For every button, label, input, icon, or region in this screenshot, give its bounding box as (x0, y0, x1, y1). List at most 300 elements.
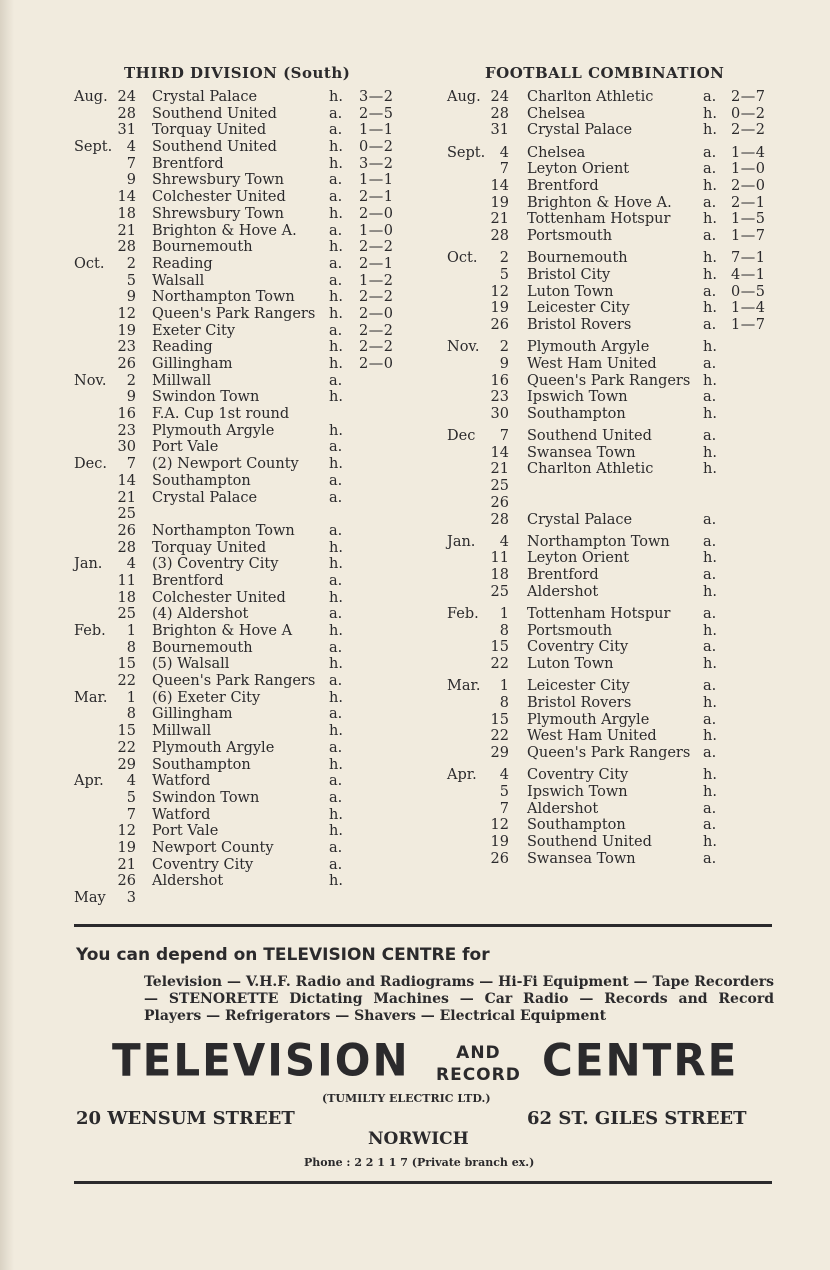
fixture-venue: h. (703, 833, 717, 850)
fixture-venue: h. (329, 723, 343, 740)
fixture-opponent: (6) Exeter City (152, 689, 261, 706)
fixture-venue: h. (703, 444, 717, 461)
fixture-venue: a. (703, 316, 717, 333)
fixture-opponent: Leyton Orient (527, 550, 630, 567)
fixture-day: 29 (117, 756, 136, 773)
fixture-venue: a. (703, 850, 717, 867)
fixture-opponent: Southend United (527, 428, 652, 445)
fixture-row (74, 823, 414, 840)
fixture-day: 19 (490, 194, 509, 211)
fixture-row (74, 706, 414, 723)
fixture-day: 25 (490, 478, 509, 495)
fixture-day: 26 (490, 494, 509, 511)
fixture-score: 0—2 (731, 105, 766, 122)
fixture-opponent: Port Vale (152, 439, 219, 456)
fixture-venue: a. (703, 355, 717, 372)
fixture-month: Dec (447, 428, 476, 445)
fixture-row (74, 723, 414, 740)
fixture-row (447, 267, 787, 284)
fixture-opponent: Crystal Palace (527, 122, 633, 139)
fixture-day: 22 (490, 656, 509, 672)
brand-and: AND (456, 1043, 501, 1063)
fixture-opponent: Exeter City (152, 322, 236, 339)
fixture-day: 14 (490, 177, 509, 194)
third-division-fixtures (74, 89, 414, 907)
fixture-row (447, 406, 787, 423)
fixture-month: Oct. (74, 255, 105, 272)
fixture-row (447, 728, 787, 745)
fixture-month: Dec. (74, 456, 107, 473)
fixture-score: 1—7 (731, 316, 766, 333)
fixture-score: 1—4 (731, 144, 766, 161)
fixture-day: 23 (117, 339, 136, 356)
fixture-venue: a. (329, 572, 343, 589)
fixture-opponent: Portsmouth (527, 228, 613, 244)
fixture-opponent: Leicester City (527, 300, 630, 317)
fixture-opponent: Leicester City (527, 678, 630, 695)
fixture-day: 11 (117, 572, 136, 589)
third-division-heading: THIRD DIVISION (South) (124, 64, 351, 82)
fixture-day: 15 (117, 656, 136, 673)
fixture-day: 22 (117, 739, 136, 756)
fixture-day: 1 (126, 689, 136, 706)
ad-products: Television — V.H.F. Radio and Radiograms — Hi-Fi Equipment — Tape Recorders — STENORETTE Dictating Machines — Car Radio — Records and Record Players — Refrigerators — Shavers — Electrical Equipment (144, 974, 774, 1024)
fixture-opponent: Swansea Town (527, 850, 636, 867)
fixture-venue: a. (703, 283, 717, 300)
fixture-opponent: Southampton (152, 472, 251, 489)
fixture-day: 21 (117, 489, 136, 506)
fixture-day: 7 (126, 806, 136, 823)
fixture-venue: a. (703, 744, 717, 761)
fixture-venue: a. (703, 711, 717, 728)
fixture-venue: h. (703, 266, 717, 283)
fixture-opponent: Southend United (527, 833, 652, 850)
fixture-row (447, 300, 787, 317)
fixture-day: 24 (490, 89, 509, 105)
fixture-day: 23 (490, 389, 509, 406)
fixture-row (74, 490, 414, 507)
brand-record: RECORD (436, 1065, 521, 1085)
fixture-day: 21 (117, 222, 136, 239)
fixture-row (447, 784, 787, 801)
fixture-day: 8 (499, 694, 509, 711)
fixture-venue: a. (703, 511, 717, 528)
fixture-venue: h. (329, 539, 343, 556)
fixture-day: 19 (117, 839, 136, 856)
fixture-venue: a. (703, 144, 717, 161)
fixture-opponent: Brentford (527, 567, 599, 584)
fixture-venue: a. (329, 706, 343, 723)
fixture-month: Apr. (447, 767, 477, 784)
fixture-score: 7—1 (731, 250, 766, 267)
fixture-day: 21 (117, 856, 136, 873)
fixture-score: 2—0 (359, 305, 394, 322)
fixture-month: Oct. (447, 250, 478, 267)
fixture-month: Mar. (74, 689, 108, 706)
town: NORWICH (368, 1129, 469, 1149)
fixture-venue: a. (329, 639, 343, 656)
fixture-venue: a. (329, 272, 343, 289)
fixture-opponent: Aldershot (527, 583, 599, 600)
fixture-opponent: Gillingham (152, 356, 233, 372)
fixture-opponent: Queen's Park Rangers (527, 744, 691, 761)
fixture-row (74, 523, 414, 540)
fixture-day: 12 (490, 283, 509, 300)
fixture-opponent: Chelsea (527, 105, 586, 122)
fixture-venue: h. (329, 806, 343, 823)
fixture-opponent: Swindon Town (152, 789, 260, 806)
fixture-venue: h. (703, 250, 717, 267)
fixture-venue: h. (329, 823, 343, 840)
fixture-score: 3—2 (359, 89, 394, 105)
fixture-row (74, 757, 414, 774)
fixture-venue: h. (329, 422, 343, 439)
fixture-row (447, 161, 787, 178)
fixture-venue: h. (329, 756, 343, 773)
fixture-row (74, 339, 414, 356)
fixture-score: 2—2 (731, 122, 766, 139)
fixture-row (74, 556, 414, 573)
fixture-opponent: Plymouth Argyle (527, 339, 650, 356)
fixture-opponent: Crystal Palace (527, 511, 633, 528)
fixture-opponent: Shrewsbury Town (152, 205, 285, 222)
fixture-venue: a. (329, 856, 343, 873)
fixture-row (74, 273, 414, 290)
fixture-day: 9 (126, 172, 136, 189)
fixture-venue: h. (703, 339, 717, 356)
fixture-day: 26 (117, 356, 136, 372)
brand-centre: CENTRE (542, 1034, 739, 1087)
fixture-opponent: Charlton Athletic (527, 89, 654, 105)
fixture-row (74, 506, 414, 523)
fixture-row (74, 256, 414, 273)
fixture-venue: h. (703, 211, 717, 228)
football-combination-fixtures (447, 89, 787, 867)
fixture-opponent: Swansea Town (527, 444, 636, 461)
company-name: (TUMILTY ELECTRIC LTD.) (322, 1092, 491, 1105)
fixture-venue: a. (703, 605, 717, 622)
fixture-opponent: Southampton (152, 756, 251, 773)
fixture-row (447, 851, 787, 868)
fixture-venue: h. (329, 89, 343, 105)
fixture-month: Jan. (74, 556, 103, 573)
fixture-venue: h. (703, 405, 717, 422)
fixture-row (447, 106, 787, 123)
fixture-opponent: Leyton Orient (527, 161, 630, 178)
fixture-month: Nov. (447, 339, 480, 356)
fixture-day: 19 (490, 833, 509, 850)
fixture-row (447, 534, 787, 551)
fixture-day: 5 (126, 789, 136, 806)
fixture-row (74, 406, 414, 423)
fixture-score: 2—2 (359, 339, 394, 356)
fixture-venue: h. (703, 783, 717, 800)
fixture-month: Nov. (74, 372, 107, 389)
fixture-opponent: Southend United (152, 105, 277, 122)
fixture-day: 21 (490, 461, 509, 478)
fixture-row (447, 639, 787, 656)
fixture-day: 9 (126, 289, 136, 306)
fixture-venue: a. (703, 389, 717, 406)
fixture-row (447, 284, 787, 301)
fixture-day: 26 (490, 850, 509, 867)
fixture-row (447, 122, 787, 139)
fixture-day: 14 (490, 444, 509, 461)
fixture-venue: h. (329, 289, 343, 306)
fixture-opponent: Millwall (152, 723, 212, 740)
fixture-row (74, 89, 414, 106)
fixture-row (74, 890, 414, 907)
fixture-opponent: Walsall (152, 272, 205, 289)
fixture-opponent: Plymouth Argyle (527, 711, 650, 728)
fixture-opponent: Millwall (152, 372, 212, 389)
fixture-score: 0—5 (731, 283, 766, 300)
fixture-row (447, 834, 787, 851)
fixture-opponent: Ipswich Town (527, 389, 628, 406)
fixture-day: 25 (490, 583, 509, 600)
fixture-opponent: Gillingham (152, 706, 233, 723)
fixture-opponent: F.A. Cup 1st round (152, 406, 290, 423)
fixture-row (74, 139, 414, 156)
fixture-venue: a. (329, 739, 343, 756)
fixture-row (74, 356, 414, 373)
divider-rule-top (74, 924, 772, 927)
fixture-row (447, 606, 787, 623)
fixture-opponent: Watford (152, 806, 211, 823)
fixture-day: 22 (490, 728, 509, 745)
fixture-opponent: Brentford (527, 177, 599, 194)
fixture-row (447, 461, 787, 478)
fixture-row (74, 606, 414, 623)
fixture-day: 31 (490, 122, 509, 139)
fixture-day: 26 (117, 522, 136, 539)
fixture-row (447, 550, 787, 567)
fixture-venue: a. (329, 322, 343, 339)
fixture-opponent: Southampton (527, 817, 626, 834)
fixture-opponent: Bristol City (527, 266, 611, 283)
fixture-venue: a. (329, 522, 343, 539)
fixture-row (74, 540, 414, 557)
fixture-row (447, 495, 787, 512)
fixture-opponent: Bristol Rovers (527, 694, 632, 711)
fixture-row (447, 211, 787, 228)
fixture-row (447, 512, 787, 529)
fixture-venue: h. (329, 589, 343, 606)
fixture-day: 22 (117, 673, 136, 690)
fixture-opponent: Colchester United (152, 189, 286, 206)
fixture-day: 21 (490, 211, 509, 228)
fixture-venue: a. (329, 789, 343, 806)
fixture-row (447, 89, 787, 106)
fixture-opponent: Portsmouth (527, 622, 613, 639)
fixture-day: 23 (117, 422, 136, 439)
fixture-row (74, 239, 414, 256)
fixture-day: 12 (117, 823, 136, 840)
fixture-day: 16 (117, 406, 136, 423)
fixture-row (74, 807, 414, 824)
fixture-day: 4 (126, 773, 136, 790)
fixture-row (74, 773, 414, 790)
fixture-row (447, 767, 787, 784)
fixture-score: 2—2 (359, 239, 394, 256)
fixture-venue: a. (329, 255, 343, 272)
fixture-opponent: Tottenham Hotspur (527, 211, 671, 228)
fixture-venue: h. (329, 873, 343, 890)
fixture-day: 4 (499, 533, 509, 550)
fixture-opponent: West Ham United (527, 728, 657, 745)
fixture-venue: a. (329, 439, 343, 456)
fixture-venue: h. (329, 239, 343, 256)
fixture-venue: h. (329, 356, 343, 372)
fixture-venue: h. (703, 583, 717, 600)
fixture-opponent: Bristol Rovers (527, 316, 632, 333)
fixture-opponent: Crystal Palace (152, 489, 258, 506)
fixture-row (74, 740, 414, 757)
fixture-day: 12 (490, 817, 509, 834)
fixture-score: 1—0 (359, 222, 394, 239)
fixture-day: 5 (499, 783, 509, 800)
fixture-venue: a. (329, 673, 343, 690)
fixture-row (447, 317, 787, 334)
fixture-row (447, 339, 787, 356)
fixture-opponent: Swindon Town (152, 389, 260, 406)
fixture-score: 4—1 (731, 266, 766, 283)
fixture-day: 24 (117, 89, 136, 105)
fixture-day: 11 (490, 550, 509, 567)
fixture-opponent: Southampton (527, 405, 626, 422)
fixture-venue: a. (703, 817, 717, 834)
fixture-venue: h. (703, 461, 717, 478)
fixture-score: 2—0 (359, 205, 394, 222)
fixture-day: 5 (499, 266, 509, 283)
fixture-venue: h. (329, 556, 343, 573)
fixture-venue: h. (329, 139, 343, 156)
brand-television: TELEVISION (112, 1034, 410, 1087)
fixture-opponent: Newport County (152, 839, 274, 856)
fixture-venue: a. (329, 372, 343, 389)
fixture-day: 7 (126, 155, 136, 172)
fixture-venue: a. (703, 800, 717, 817)
fixture-month: Jan. (447, 533, 476, 550)
fixture-row (74, 790, 414, 807)
fixture-opponent: Coventry City (527, 767, 629, 784)
fixture-day: 30 (490, 405, 509, 422)
fixture-row (74, 289, 414, 306)
ad-headline: You can depend on TELEVISION CENTRE for (76, 945, 490, 965)
fixture-venue: a. (329, 606, 343, 623)
fixture-score: 2—1 (359, 189, 394, 206)
fixture-opponent: Brighton & Hove A. (527, 194, 672, 211)
fixture-venue: a. (329, 189, 343, 206)
fixture-opponent: Crystal Palace (152, 89, 258, 105)
fixture-opponent: Aldershot (152, 873, 224, 890)
fixture-day: 1 (499, 605, 509, 622)
fixture-venue: h. (703, 728, 717, 745)
fixture-row (447, 623, 787, 640)
fixture-opponent: Queen's Park Rangers (152, 673, 316, 690)
fixture-venue: h. (329, 339, 343, 356)
fixture-row (74, 156, 414, 173)
fixture-opponent: Bournemouth (152, 639, 253, 656)
fixture-score: 1—0 (731, 161, 766, 178)
fixture-opponent: Reading (152, 255, 213, 272)
fixture-day: 14 (117, 472, 136, 489)
fixture-day: 15 (117, 723, 136, 740)
fixture-row (74, 172, 414, 189)
fixture-month: May (74, 890, 106, 906)
fixture-day: 25 (117, 506, 136, 523)
fixture-row (74, 623, 414, 640)
fixture-day: 3 (126, 890, 136, 906)
fixture-opponent: Luton Town (527, 283, 614, 300)
fixture-score: 1—4 (731, 300, 766, 317)
fixture-opponent: Northampton Town (527, 533, 670, 550)
fixture-opponent: Coventry City (152, 856, 254, 873)
fixture-opponent: Ipswich Town (527, 783, 628, 800)
fixture-month: Aug. (74, 89, 108, 105)
fixture-venue: h. (703, 550, 717, 567)
fixture-opponent: Luton Town (527, 656, 614, 672)
fixture-day: 2 (126, 255, 136, 272)
fixture-row (74, 456, 414, 473)
fixture-opponent: Watford (152, 773, 211, 790)
fixture-venue: a. (703, 194, 717, 211)
fixture-day: 2 (126, 372, 136, 389)
fixture-venue: a. (329, 773, 343, 790)
fixture-day: 9 (499, 355, 509, 372)
fixture-day: 7 (126, 456, 136, 473)
fixture-day: 18 (117, 589, 136, 606)
fixture-month: Apr. (74, 773, 104, 790)
fixture-row (74, 223, 414, 240)
fixture-row (447, 801, 787, 818)
fixture-opponent: Tottenham Hotspur (527, 605, 671, 622)
fixture-day: 14 (117, 189, 136, 206)
page-edge (0, 0, 14, 1270)
fixture-row (447, 356, 787, 373)
fixture-row (74, 206, 414, 223)
fixture-row (447, 445, 787, 462)
fixture-venue: h. (329, 689, 343, 706)
fixture-row (447, 373, 787, 390)
fixture-day: 26 (117, 873, 136, 890)
fixture-day: 7 (499, 428, 509, 445)
fixture-day: 7 (499, 161, 509, 178)
fixture-row (74, 439, 414, 456)
fixture-day: 26 (490, 316, 509, 333)
fixture-venue: h. (703, 372, 717, 389)
fixture-day: 18 (490, 567, 509, 584)
fixture-opponent: Bournemouth (152, 239, 253, 256)
fixture-day: 29 (490, 744, 509, 761)
fixture-score: 2—2 (359, 322, 394, 339)
fixture-score: 2—0 (731, 177, 766, 194)
fixture-opponent: Torquay United (152, 122, 267, 139)
fixture-row (74, 840, 414, 857)
football-combination-heading: FOOTBALL COMBINATION (485, 64, 725, 82)
fixture-day: 28 (490, 105, 509, 122)
fixture-opponent: Reading (152, 339, 213, 356)
fixture-opponent: Brentford (152, 155, 224, 172)
fixture-venue: a. (329, 105, 343, 122)
divider-rule-bottom (74, 1181, 772, 1184)
fixture-venue: h. (329, 155, 343, 172)
fixture-opponent: (2) Newport County (152, 456, 299, 473)
fixture-day: 1 (126, 623, 136, 639)
fixture-opponent: Plymouth Argyle (152, 422, 275, 439)
fixture-month: Sept. (447, 144, 486, 161)
fixture-opponent: Queen's Park Rangers (152, 305, 316, 322)
